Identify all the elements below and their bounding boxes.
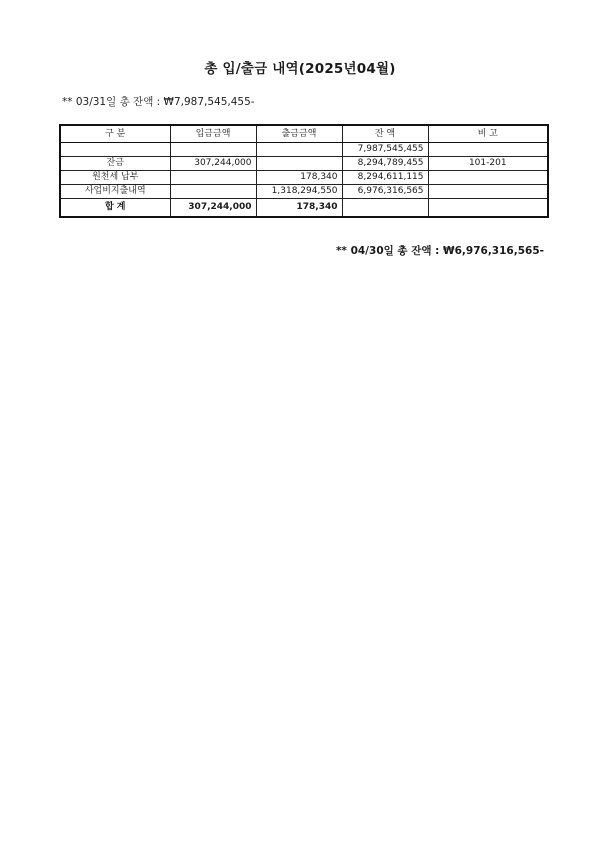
cell-remarks: 101-201 (428, 157, 548, 171)
total-remarks (428, 199, 548, 218)
table-row (60, 157, 548, 171)
cell-deposit (170, 143, 256, 157)
cell-withdrawal (256, 157, 342, 171)
cell-deposit: 307,244,000 (170, 157, 256, 171)
cell-balance: 6,976,316,565 (342, 185, 428, 199)
total-deposit: 307,244,000 (170, 199, 256, 218)
table-header-row (60, 125, 548, 143)
total-balance (342, 199, 428, 218)
opening-balance: ** 03/31일 총 잔액 : ₩7,987,545,455- (62, 96, 255, 108)
cell-balance: 8,294,789,455 (342, 157, 428, 171)
cell-remarks (428, 185, 548, 199)
ledger-table (59, 124, 549, 218)
cell-remarks (428, 171, 548, 185)
cell-deposit (170, 185, 256, 199)
cell-category: 사업비지출내역 (60, 185, 170, 199)
cell-category (60, 143, 170, 157)
cell-balance: 8,294,611,115 (342, 171, 428, 185)
table-row (60, 185, 548, 199)
cell-category: 잔금 (60, 157, 170, 171)
table-row (60, 143, 548, 157)
total-label: 합 계 (60, 199, 170, 218)
cell-withdrawal (256, 143, 342, 157)
cell-category: 원천세 납부 (60, 171, 170, 185)
header-category: 구 분 (60, 125, 170, 143)
header-deposit: 입금금액 (170, 125, 256, 143)
cell-withdrawal: 178,340 (256, 171, 342, 185)
cell-deposit (170, 171, 256, 185)
cell-withdrawal: 1,318,294,550 (256, 185, 342, 199)
total-withdrawal: 178,340 (256, 199, 342, 218)
table-row (60, 171, 548, 185)
page-title: 총 입/출금 내역(2025년04월) (204, 61, 396, 77)
header-withdrawal: 출금금액 (256, 125, 342, 143)
header-remarks: 비 고 (428, 125, 548, 143)
cell-balance: 7,987,545,455 (342, 143, 428, 157)
total-row (60, 199, 548, 218)
header-balance: 잔 액 (342, 125, 428, 143)
cell-remarks (428, 143, 548, 157)
closing-balance: ** 04/30일 총 잔액 : ₩6,976,316,565- (335, 245, 544, 257)
